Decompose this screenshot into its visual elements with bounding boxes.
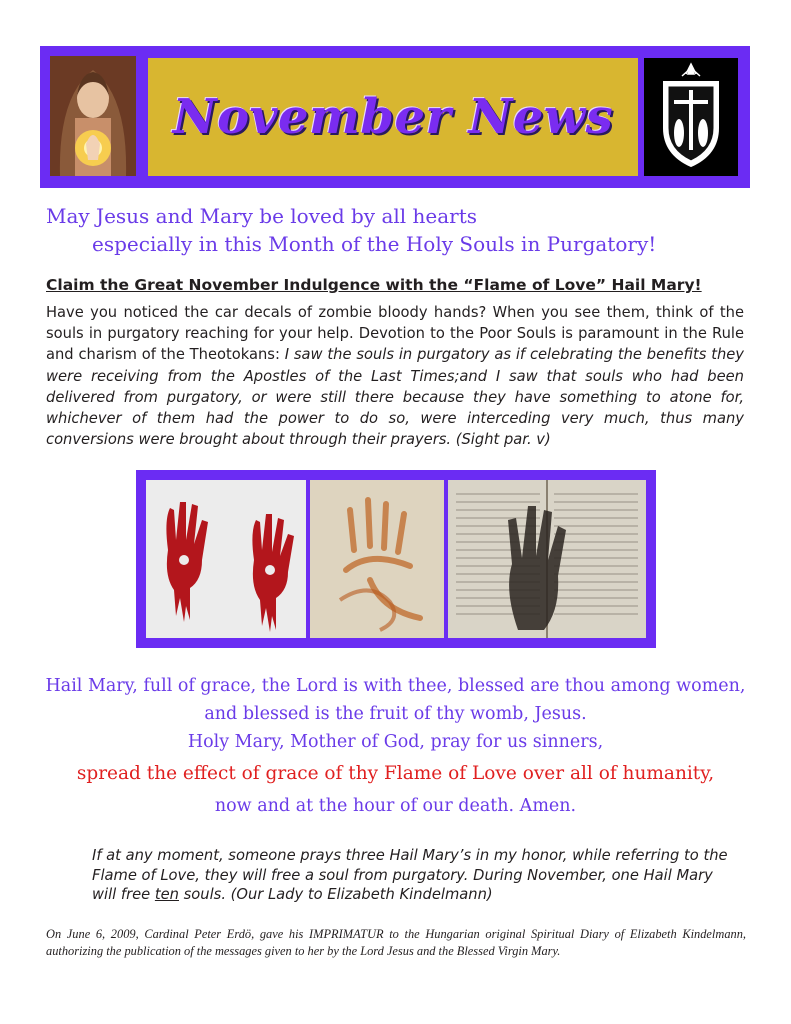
prayer-line-3: Holy Mary, Mother of God, pray for us sinners, — [187, 732, 604, 752]
prayer-line-1: Hail Mary, full of grace, the Lord is with thee, blessed are thou among women, — [45, 676, 746, 696]
scorched-hand-print-cloth-photo — [310, 480, 444, 638]
bloody-hands-image — [146, 480, 306, 638]
promise-underlined-word: ten — [154, 886, 179, 903]
crest-icon — [644, 58, 738, 176]
madonna-portrait — [50, 56, 136, 176]
article-intro: Have you noticed the car decals of zombie bloody hands? When you see them, think of the souls in purgatory reaching for your help. Devotion to the Poor Souls is paramount in the Rule and charism of the Theotokans: — [46, 304, 744, 364]
greeting-line-2: especially in this Month of the Holy Souls in Purgatory! — [92, 232, 657, 256]
imprimatur-footnote: On June 6, 2009, Cardinal Peter Erdö, gave his IMPRIMATUR to the Hungarian original Spiritual Diary of Elizabeth Kindelmann, authorizing the publication of the messages given to her by the Lord Jesus and the Blessed Virgin Mary. — [46, 927, 746, 958]
title-panel — [148, 58, 638, 176]
hand-prints-photo-strip — [136, 470, 656, 648]
scorched-hand-image — [310, 480, 444, 638]
madonna-image — [50, 56, 136, 176]
article-headline: Claim the Great November Indulgence with the “Flame of Love” Hail Mary! — [46, 276, 702, 294]
prayer-line-2: and blessed is the fruit of thy womb, Jesus. — [204, 704, 587, 724]
greeting-line-1: May Jesus and Mary be loved by all hearts — [46, 204, 478, 228]
article-body — [46, 302, 744, 450]
burned-hand-print-book-photo — [448, 480, 646, 638]
our-lady-promise-quote — [92, 846, 732, 905]
bloody-hand-decals-photo — [146, 480, 306, 638]
prayer-line-5: now and at the hour of our death. Amen. — [214, 796, 577, 816]
header-banner — [40, 46, 750, 188]
theotokan-crest — [644, 58, 738, 176]
newsletter-title: November News — [172, 89, 614, 145]
article-quote: I saw the souls in purgatory as if celebrating the benefits they were receiving from the Apostles of the Last Times;and I saw that souls who had been delivered from purgatory, or were still there because they have something to atone for, whichever of them had the power to do so, were interceding very much, thus many conversions were brought about through their prayers. (Sight par. v) — [46, 346, 745, 449]
prayer-line-4-flame-of-love: spread the effect of grace of thy Flame of Love over all of humanity, — [76, 763, 715, 784]
promise-text-before: If at any moment, someone prays three Hail Mary’s in my honor, while referring to the Flame of Love, they will free a soul from purgatory. During November, one Hail Mary will free — [92, 847, 728, 903]
book-hand-image — [448, 480, 646, 638]
promise-text-after: souls. (Our Lady to Elizabeth Kindelmann) — [178, 886, 493, 903]
